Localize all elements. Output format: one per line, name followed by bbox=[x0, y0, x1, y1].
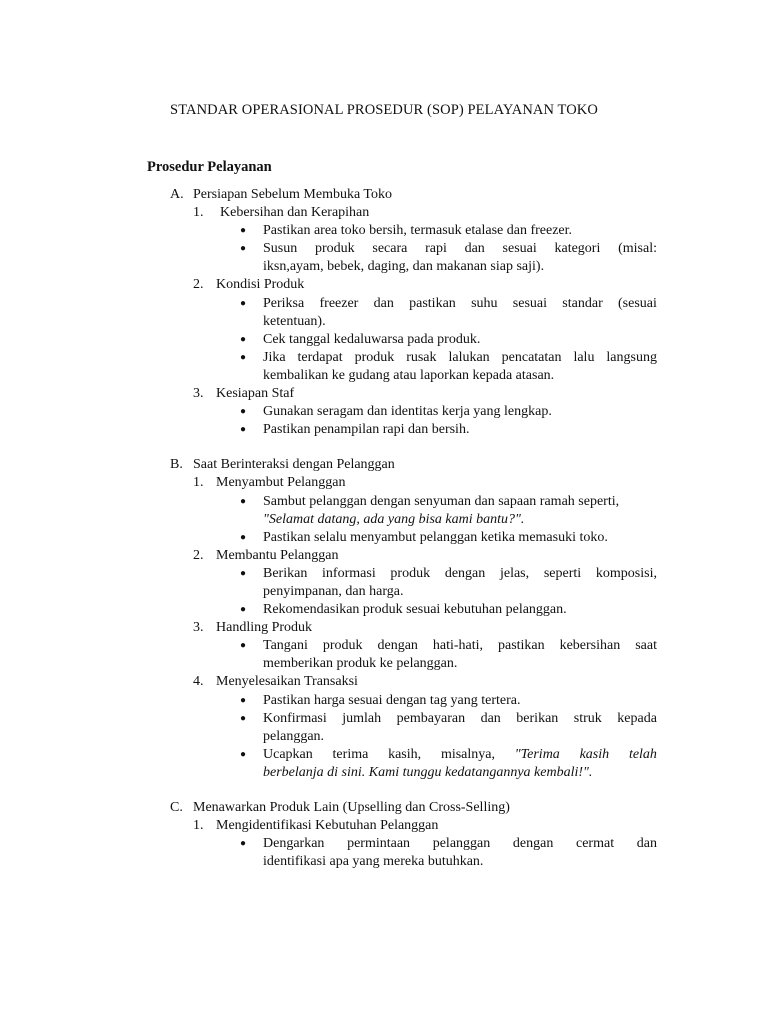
list-item-heading bbox=[0, 204, 768, 222]
bullet-line bbox=[0, 421, 768, 439]
item-marker: 1. bbox=[193, 205, 204, 221]
bullet-line bbox=[0, 835, 768, 853]
word: dengan bbox=[512, 836, 554, 852]
bullet-line bbox=[0, 601, 768, 619]
bullet-line bbox=[0, 746, 768, 764]
word: Jika bbox=[263, 349, 286, 365]
word: Ucapkan bbox=[263, 746, 313, 762]
word: struk bbox=[573, 710, 602, 726]
word: terdapat bbox=[297, 349, 343, 365]
item-label: Kebersihan dan Kerapihan bbox=[220, 205, 370, 221]
word: pastikan bbox=[409, 295, 456, 311]
item-marker: 2. bbox=[193, 547, 204, 563]
bullet-icon: ● bbox=[240, 406, 247, 418]
bullet-text: Sambut pelanggan dengan senyuman dan sapaan ramah seperti, bbox=[263, 493, 620, 509]
list-item-heading bbox=[0, 276, 768, 294]
bullet-line bbox=[0, 240, 768, 258]
word: telah bbox=[628, 746, 657, 762]
section-marker: C. bbox=[170, 800, 183, 815]
word: (misal: bbox=[618, 241, 657, 257]
item-marker: 4. bbox=[193, 674, 204, 690]
bullet-line bbox=[0, 331, 768, 349]
word: secara bbox=[372, 241, 408, 257]
bullet-line-continued bbox=[0, 511, 768, 529]
list-item-heading bbox=[0, 817, 768, 835]
bullet-text-justified bbox=[263, 710, 657, 728]
document-body bbox=[0, 186, 768, 871]
bullet-line bbox=[0, 403, 768, 421]
word: lalu bbox=[573, 349, 595, 365]
word: dan bbox=[464, 241, 485, 257]
bullet-line-continued bbox=[0, 655, 768, 673]
bullet-line-continued bbox=[0, 764, 768, 782]
word: berikan bbox=[516, 710, 559, 726]
bullet-text: ketentuan). bbox=[263, 313, 326, 329]
item-label: Kondisi Produk bbox=[216, 277, 305, 293]
section-marker: B. bbox=[170, 457, 183, 473]
bullet-text-justified bbox=[263, 295, 657, 313]
word: Periksa bbox=[263, 295, 305, 311]
word: kebersihan bbox=[559, 638, 621, 654]
word: dan bbox=[636, 836, 657, 852]
word: Konfirmasi bbox=[263, 710, 327, 726]
word: pencatatan bbox=[501, 349, 562, 365]
bullet-icon: ● bbox=[240, 297, 247, 309]
section-a-heading bbox=[0, 186, 768, 204]
bullet-text: Pastikan penampilan rapi dan bersih. bbox=[263, 422, 470, 438]
bullet-line bbox=[0, 295, 768, 313]
section-b-heading bbox=[0, 456, 768, 474]
word: pembayaran bbox=[396, 710, 466, 726]
item-label: Mengidentifikasi Kebutuhan Pelanggan bbox=[216, 818, 439, 834]
item-marker: 3. bbox=[193, 620, 204, 636]
bullet-line-continued bbox=[0, 258, 768, 276]
bullet-text-quote: "Selamat datang, ada yang bisa kami bantu?". bbox=[263, 511, 525, 527]
word: pastikan bbox=[497, 638, 545, 654]
section-label: Saat Berinteraksi dengan Pelanggan bbox=[193, 457, 395, 473]
bullet-text: iksn,ayam, bebek, daging, dan makanan siap saji). bbox=[263, 259, 545, 275]
section-label: Persiapan Sebelum Membuka Toko bbox=[193, 187, 393, 202]
list-item-heading bbox=[0, 673, 768, 691]
item-marker: 3. bbox=[193, 386, 204, 402]
bullet-text: Cek tanggal kedaluwarsa pada produk. bbox=[263, 331, 481, 347]
bullet-line bbox=[0, 493, 768, 511]
word: kasih bbox=[579, 746, 610, 762]
word: Susun bbox=[263, 241, 298, 257]
paragraph-gap bbox=[0, 439, 768, 456]
word: "Terima bbox=[514, 746, 560, 762]
bullet-text: Pastikan harga sesuai dengan tag yang tertera. bbox=[263, 692, 521, 708]
word: freezer bbox=[319, 295, 359, 311]
section-marker: A. bbox=[170, 187, 184, 202]
word: dan bbox=[373, 295, 394, 311]
bullet-icon: ● bbox=[240, 712, 247, 724]
bullet-icon: ● bbox=[240, 838, 247, 850]
list-item-heading bbox=[0, 474, 768, 492]
bullet-icon: ● bbox=[240, 531, 247, 543]
bullet-icon: ● bbox=[240, 424, 247, 436]
word: sesuai bbox=[502, 241, 537, 257]
bullet-line bbox=[0, 692, 768, 710]
word: komposisi, bbox=[595, 565, 657, 581]
word: cermat bbox=[576, 836, 615, 852]
word: langsung bbox=[606, 349, 657, 365]
word: pelanggan bbox=[432, 836, 491, 852]
item-marker: 1. bbox=[193, 818, 204, 834]
bullet-text: identifikasi apa yang mereka butuhkan. bbox=[263, 854, 484, 870]
bullet-icon: ● bbox=[240, 694, 247, 706]
word: misalnya, bbox=[440, 746, 495, 762]
item-label: Menyambut Pelanggan bbox=[216, 475, 346, 491]
bullet-line-continued bbox=[0, 728, 768, 746]
word: kategori bbox=[554, 241, 601, 257]
word: lalukan bbox=[448, 349, 490, 365]
word: produk bbox=[390, 565, 431, 581]
bullet-line bbox=[0, 349, 768, 367]
word: kasih, bbox=[388, 746, 422, 762]
bullet-icon: ● bbox=[240, 640, 247, 652]
item-label: Menyelesaikan Transaksi bbox=[216, 674, 358, 690]
bullet-text: Rekomendasikan produk sesuai kebutuhan pelanggan. bbox=[263, 602, 567, 618]
word: (sesuai bbox=[618, 295, 657, 311]
word: dan bbox=[480, 710, 501, 726]
item-label: Membantu Pelanggan bbox=[216, 547, 339, 563]
section-label: Menawarkan Produk Lain (Upselling dan Cross-Selling) bbox=[193, 800, 510, 815]
bullet-line bbox=[0, 222, 768, 240]
bullet-line bbox=[0, 565, 768, 583]
item-label: Handling Produk bbox=[216, 620, 313, 636]
item-label: Kesiapan Staf bbox=[216, 386, 295, 402]
item-marker: 2. bbox=[193, 277, 204, 293]
bullet-icon: ● bbox=[240, 495, 247, 507]
bullet-text-justified-mixed bbox=[263, 746, 657, 764]
word: permintaan bbox=[347, 836, 411, 852]
word: Berikan bbox=[263, 565, 308, 581]
bullet-icon: ● bbox=[240, 225, 247, 237]
bullet-line bbox=[0, 637, 768, 655]
bullet-icon: ● bbox=[240, 243, 247, 255]
word: informasi bbox=[322, 565, 376, 581]
word: hati-hati, bbox=[432, 638, 484, 654]
list-item-heading bbox=[0, 385, 768, 403]
word: rapi bbox=[425, 241, 447, 257]
bullet-text-justified bbox=[263, 835, 657, 853]
paragraph-gap bbox=[0, 782, 768, 799]
bullet-line bbox=[0, 529, 768, 547]
word: Tangani bbox=[263, 638, 308, 654]
word: saat bbox=[635, 638, 657, 654]
bullet-icon: ● bbox=[240, 351, 247, 363]
bullet-icon: ● bbox=[240, 567, 247, 579]
word: produk bbox=[322, 638, 363, 654]
word: dengan bbox=[377, 638, 418, 654]
bullet-text-justified bbox=[263, 565, 657, 583]
bullet-text: Pastikan selalu menyambut pelanggan ketika memasuki toko. bbox=[263, 529, 608, 545]
bullet-text: pelanggan. bbox=[263, 728, 325, 744]
bullet-icon: ● bbox=[240, 333, 247, 345]
section-c-heading bbox=[0, 799, 768, 817]
bullet-line-continued bbox=[0, 313, 768, 331]
bullet-text: Pastikan area toko bersih, termasuk etalase dan freezer. bbox=[263, 223, 573, 239]
item-marker: 1. bbox=[193, 475, 204, 491]
word: terima bbox=[332, 746, 369, 762]
bullet-text-justified bbox=[263, 240, 657, 258]
word: jelas, bbox=[499, 565, 530, 581]
bullet-text: memberikan produk ke pelanggan. bbox=[263, 656, 458, 672]
section-heading: Prosedur Pelayanan bbox=[147, 159, 272, 175]
bullet-line-continued bbox=[0, 367, 768, 385]
word: produk bbox=[354, 349, 395, 365]
word: sesuai bbox=[512, 295, 548, 311]
word: seperti bbox=[543, 565, 582, 581]
list-item-heading bbox=[0, 547, 768, 565]
bullet-line-continued bbox=[0, 853, 768, 871]
word: Dengarkan bbox=[263, 836, 325, 852]
bullet-text-justified bbox=[263, 349, 657, 367]
word: standar bbox=[562, 295, 603, 311]
word: kepada bbox=[617, 710, 657, 726]
document-title: STANDAR OPERASIONAL PROSEDUR (SOP) PELAYANAN TOKO bbox=[170, 102, 598, 118]
word: rusak bbox=[406, 349, 437, 365]
bullet-text-quote: berbelanja di sini. Kami tunggu kedatangannya kembali!". bbox=[263, 764, 593, 780]
bullet-icon: ● bbox=[240, 748, 247, 760]
bullet-text: kembalikan ke gudang atau laporkan kepada atasan. bbox=[263, 367, 555, 383]
bullet-icon: ● bbox=[240, 604, 247, 616]
bullet-line bbox=[0, 710, 768, 728]
bullet-line-continued bbox=[0, 583, 768, 601]
word: produk bbox=[314, 241, 355, 257]
bullet-text: Gunakan seragam dan identitas kerja yang lengkap. bbox=[263, 404, 552, 420]
word: jumlah bbox=[342, 710, 382, 726]
word: dengan bbox=[444, 565, 486, 581]
word: suhu bbox=[471, 295, 498, 311]
bullet-text-justified bbox=[263, 637, 657, 655]
bullet-text: penyimpanan, dan harga. bbox=[263, 583, 404, 599]
list-item-heading bbox=[0, 619, 768, 637]
